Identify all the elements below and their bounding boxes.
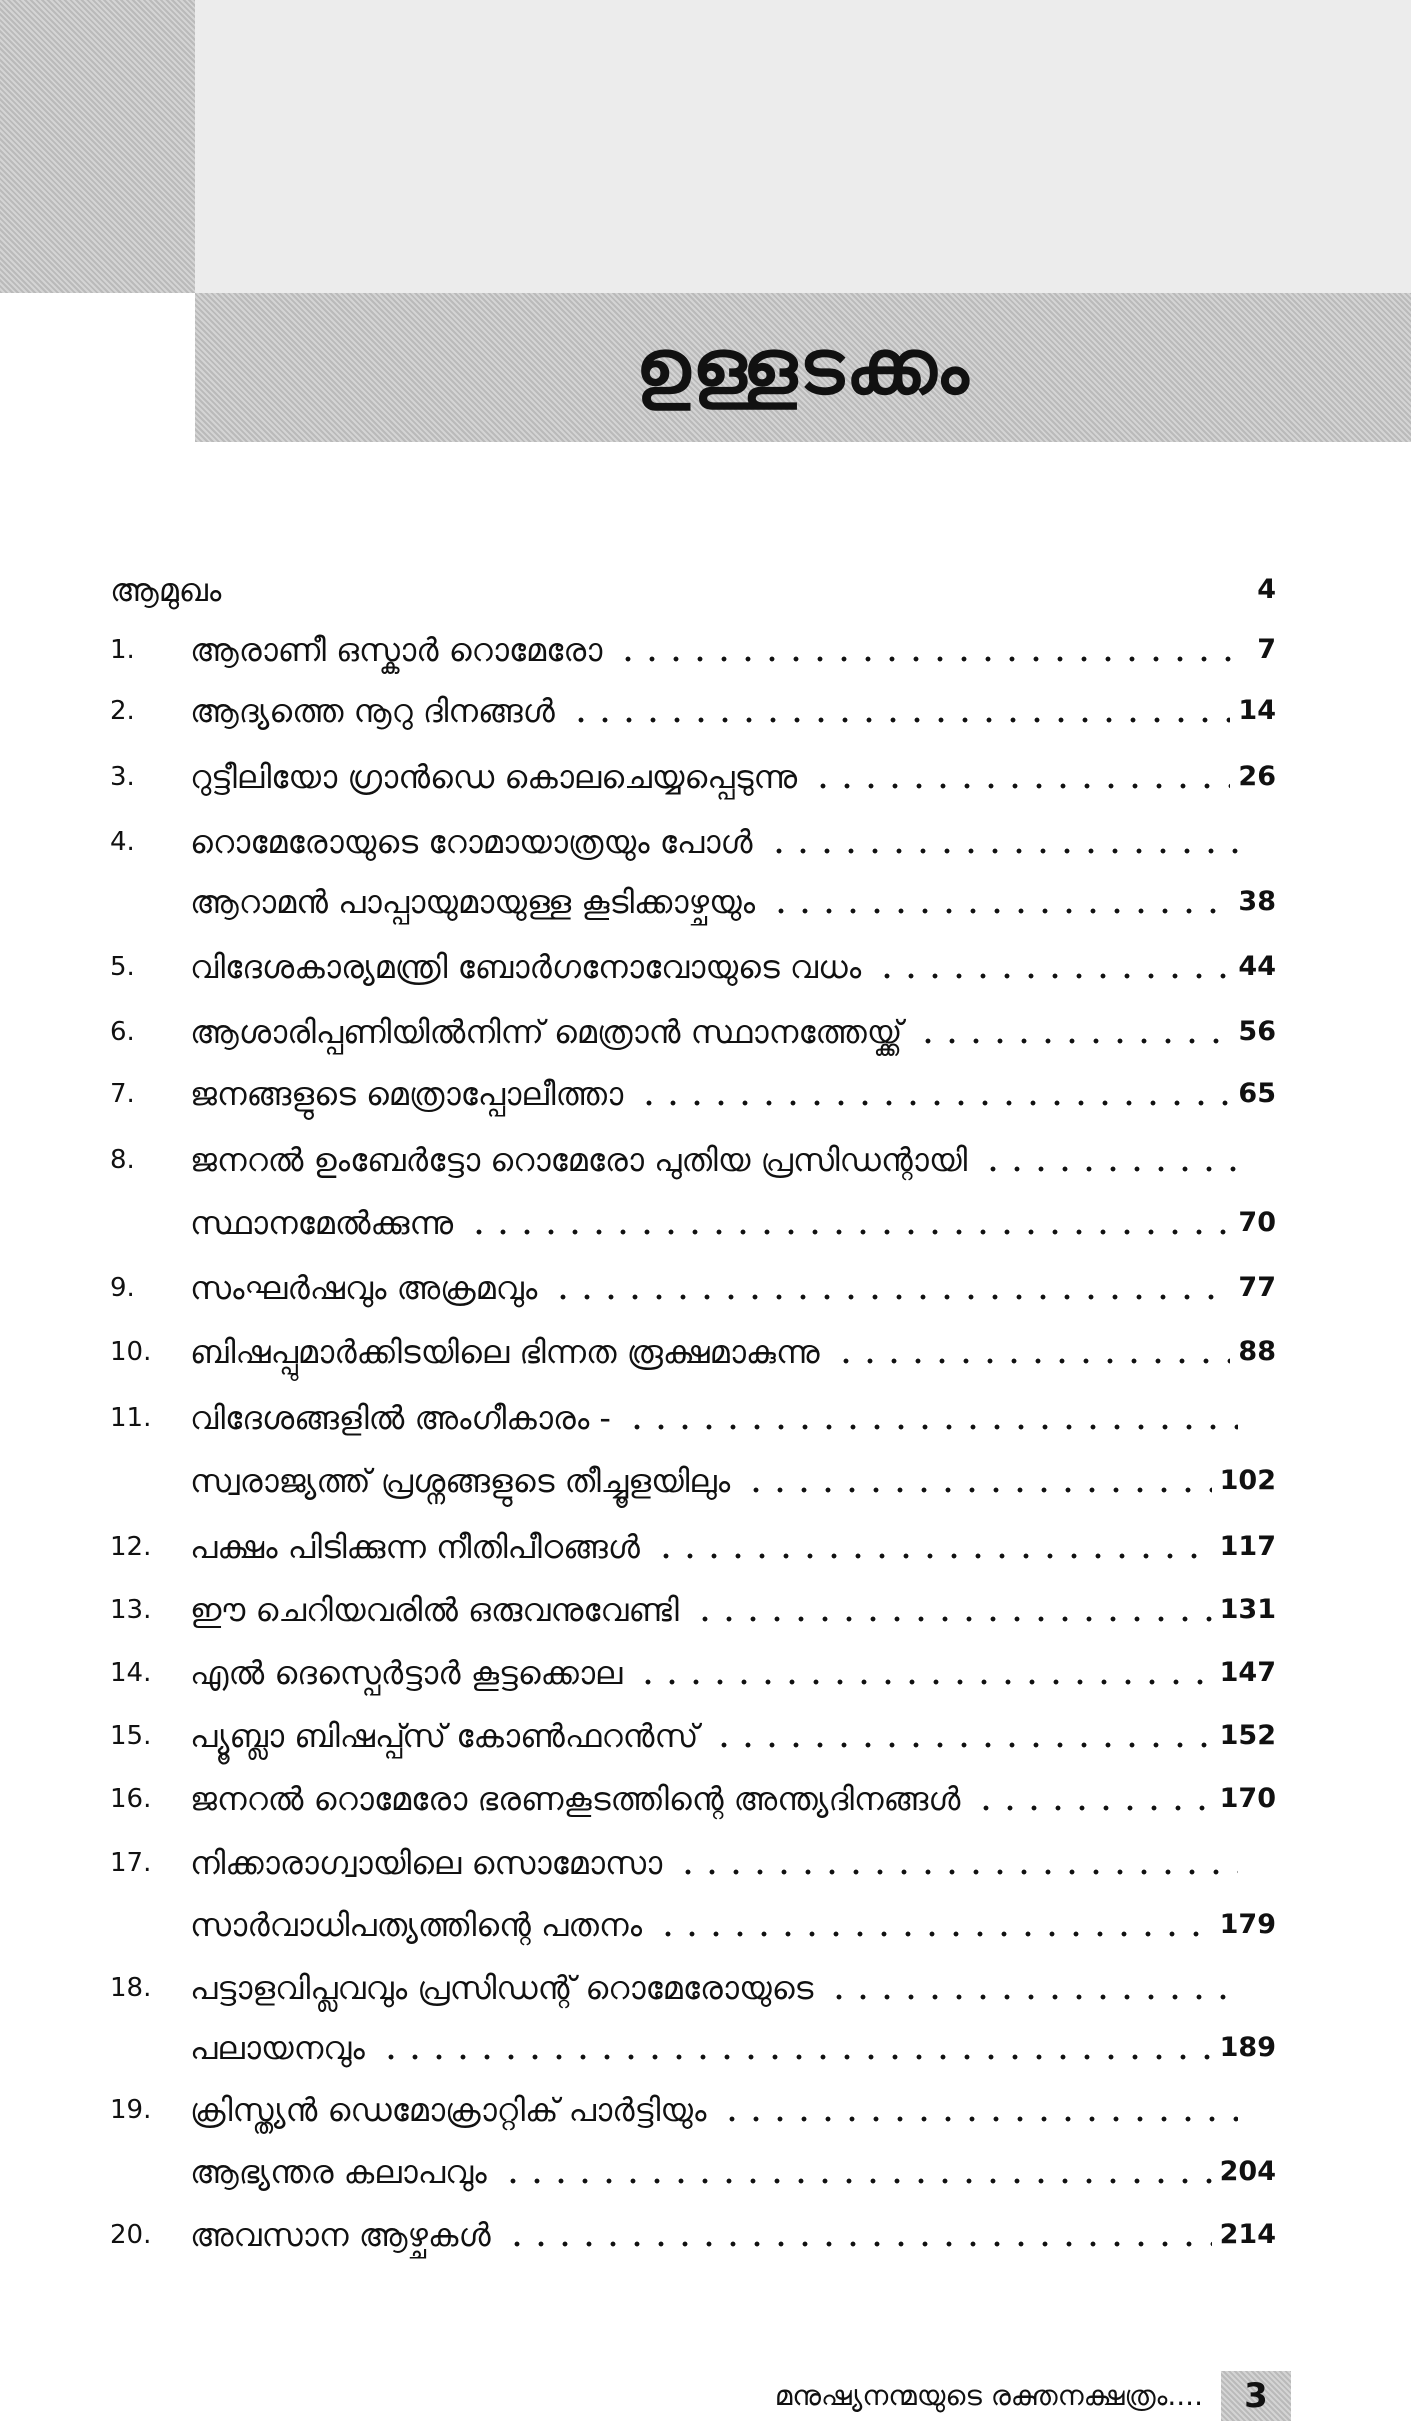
dot-leader [767, 848, 1238, 854]
toc-entry-number: 6. [110, 1017, 135, 1047]
toc-entry-number: 7. [110, 1079, 135, 1109]
toc-entry-title: വിദേശങ്ങളിൽ അംഗീകാരം - [190, 1399, 611, 1437]
toc-entry-line [110, 747, 1276, 799]
toc-entry-title: റൊമേരോയുടെ റോമായാത്രയും പോൾ [190, 823, 753, 861]
toc-entry-number: 2. [110, 696, 135, 726]
toc-entry-line [110, 2205, 1276, 2257]
dot-leader [505, 2241, 1212, 2247]
toc-entry-line [110, 1130, 1276, 1182]
dot-leader [974, 1805, 1211, 1811]
toc-entry-title: സ്വരാജ്യത്ത് പ്രശ്നങ്ങളുടെ തീച്ചൂളയിലും [190, 1462, 731, 1500]
toc-page-number: 117 [1219, 1531, 1276, 1562]
toc-entry-line [110, 2080, 1276, 2132]
dot-leader [827, 1994, 1238, 2000]
toc-entry-line [110, 1895, 1276, 1947]
toc-entry-title: ആഭ്യന്തര കലാപവും [190, 2153, 487, 2191]
toc-page-number: 7 [1257, 634, 1276, 665]
toc-entry-number: 10. [110, 1337, 152, 1367]
toc-entry-number: 9. [110, 1273, 135, 1303]
dot-leader [693, 1616, 1212, 1622]
toc-entry-number: 1. [110, 635, 135, 665]
toc-entry-title: അവസാന ആഴ്ചകൾ [190, 2216, 491, 2254]
toc-entry-title: ഈ ചെറിയവരിൽ ഒരുവനുവേണ്ടി [190, 1591, 679, 1629]
toc-entry-number: 5. [110, 952, 135, 982]
toc-entry-title: ബിഷപ്പുമാർക്കിടയിലെ ഭിന്നത രൂക്ഷമാകുന്നു [190, 1333, 820, 1371]
dot-leader [712, 1742, 1211, 1748]
toc-entry-number: 18. [110, 1973, 152, 2003]
toc-entry-title: നിക്കാരാഗ്വായിലെ സൊമോസാ [190, 1844, 663, 1882]
toc-page-number: 152 [1219, 1720, 1276, 1751]
toc-page-number: 56 [1238, 1016, 1276, 1047]
toc-page-number: 4 [1257, 574, 1276, 605]
dot-leader [467, 1229, 1230, 1235]
toc-entry-title: പലായനവും [190, 2029, 365, 2067]
toc-entry-number: 12. [110, 1532, 152, 1562]
toc-entry-title: സംഘർഷവും അക്രമവും [190, 1269, 538, 1307]
toc-entry-title: ജനറൽ ഉംബേർട്ടോ റൊമേരോ പുതിയ പ്രസിഡന്റായി [190, 1141, 968, 1179]
dot-leader [616, 656, 1238, 662]
toc-page-number: 65 [1238, 1078, 1276, 1109]
toc-entry-title: പക്ഷം പിടിക്കുന്ന നീതിപീഠങ്ങൾ [190, 1528, 640, 1566]
toc-entry-line [110, 1958, 1276, 2010]
toc-entry-number: 8. [110, 1145, 135, 1175]
page-title: ഉള്ളടക്കം [635, 322, 971, 411]
toc-entry-title: സ്ഥാനമേൽക്കുന്നു [190, 1204, 454, 1242]
toc-entry-title: ആരാണീ ഒസ്കാർ റൊമേരോ [190, 631, 603, 669]
dot-leader [916, 1038, 1230, 1044]
toc-entry-title: ആറാമൻ പാപ്പായുമായുള്ള കൂടിക്കാഴ്ചയും [190, 883, 756, 921]
toc-page-number: 147 [1219, 1657, 1276, 1688]
dot-leader [625, 1424, 1238, 1430]
toc-page-number: 14 [1238, 695, 1276, 726]
toc-entry-line [110, 681, 1276, 733]
toc-entry-line [110, 1064, 1276, 1116]
toc-page-number: 88 [1238, 1336, 1276, 1367]
dot-leader [551, 1294, 1230, 1300]
dot-leader [654, 1553, 1212, 1559]
toc-page-number: 131 [1219, 1594, 1276, 1625]
dot-leader [875, 973, 1230, 979]
toc-entry-line [110, 1388, 1276, 1440]
toc-entry-line [110, 620, 1276, 672]
toc-entry-title: ആദ്യത്തെ നൂറു ദിനങ്ങൾ [190, 692, 555, 730]
toc-entry-title: എൽ ദെസ്പെർട്ടാർ കൂട്ടക്കൊല [190, 1654, 623, 1692]
toc-page-number: 70 [1238, 1207, 1276, 1238]
toc-entry-line [110, 812, 1276, 864]
toc-entry-line [110, 1580, 1276, 1632]
page-number: 3 [1221, 2371, 1291, 2421]
toc-entry-title: പ്യൂബ്ലാ ബിഷപ്പ്സ് കോൺഫറൻസ് [190, 1717, 699, 1755]
toc-page-number: 102 [1219, 1465, 1276, 1496]
toc-page-number: 38 [1238, 886, 1276, 917]
toc-entry-line [110, 1833, 1276, 1885]
dot-leader [811, 783, 1230, 789]
toc-entry-number: 3. [110, 762, 135, 792]
toc-entry-number: 4. [110, 827, 135, 857]
toc-entry-title: ജനറൽ റൊമേരോ ഭരണകൂടത്തിന്റെ അന്ത്യദിനങ്ങൾ [190, 1780, 961, 1818]
toc-entry-title: വിദേശകാര്യമന്ത്രി ബോർഗനോവോയുടെ വധം [190, 948, 862, 986]
toc-entry-title: ക്രിസ്ത്യൻ ഡെമോക്രാറ്റിക് പാർട്ടിയും [190, 2091, 707, 2129]
dot-leader [636, 1679, 1211, 1685]
toc-entry-line [110, 1322, 1276, 1374]
toc-entry-number: 13. [110, 1595, 152, 1625]
toc-entry-line [110, 1258, 1276, 1310]
toc-page-number: 26 [1238, 761, 1276, 792]
toc-entry-title: പട്ടാളവിപ്ലവവും പ്രസിഡന്റ് റൊമേരോയുടെ [190, 1969, 814, 2007]
dot-leader [637, 1100, 1230, 1106]
toc-entry-line [110, 1643, 1276, 1695]
toc-page-number: 170 [1219, 1783, 1276, 1814]
dot-leader [569, 717, 1231, 723]
toc-page-number: 189 [1219, 2032, 1276, 2063]
toc-entry-line [110, 1706, 1276, 1758]
toc-entry-title: റുട്ടീലിയോ ഗ്രാൻഡെ കൊലചെയ്യപ്പെടുന്നു [190, 758, 798, 796]
toc-entry-line [110, 872, 1276, 924]
dot-leader [379, 2054, 1212, 2060]
toc-entry-line [110, 1193, 1276, 1245]
toc-page-number: 77 [1238, 1272, 1276, 1303]
toc-entry-number: 16. [110, 1784, 152, 1814]
toc-entry-title: ആശാരിപ്പണിയിൽനിന്ന് മെത്രാൻ സ്ഥാനത്തേയ്ക്ക് [190, 1013, 903, 1051]
toc-entry-line [110, 937, 1276, 989]
dot-leader [981, 1166, 1238, 1172]
dot-leader [744, 1487, 1211, 1493]
toc-entry-title: ജനങ്ങളുടെ മെത്രാപ്പോലീത്താ [190, 1075, 624, 1113]
toc-entry-line [110, 1451, 1276, 1503]
dot-leader [676, 1869, 1238, 1875]
dot-leader [834, 1358, 1231, 1364]
running-footer-title: മനുഷ്യനന്മയുടെ രക്തനക്ഷത്രം.... [774, 2379, 1203, 2412]
toc-entry-line [110, 1517, 1276, 1569]
toc-intro-title: ആമുഖം [110, 571, 222, 609]
dot-leader [720, 2116, 1238, 2122]
toc-entry-number: 17. [110, 1848, 152, 1878]
toc-entry-number: 14. [110, 1658, 152, 1688]
toc-page-number: 44 [1238, 951, 1276, 982]
toc-page-number: 214 [1219, 2219, 1276, 2250]
toc-intro-row [110, 560, 1276, 612]
toc-entry-number: 20. [110, 2220, 152, 2250]
toc-entry-line [110, 2018, 1276, 2070]
toc-entry-number: 19. [110, 2095, 152, 2125]
toc-page-number: 204 [1219, 2156, 1276, 2187]
toc-entry-number: 15. [110, 1721, 152, 1751]
dot-leader [501, 2178, 1212, 2184]
toc-entry-line [110, 1769, 1276, 1821]
toc-entry-number: 11. [110, 1403, 152, 1433]
dot-leader [769, 908, 1230, 914]
toc-entry-line [110, 1002, 1276, 1054]
page-footer [775, 2370, 1291, 2422]
dot-leader [656, 1931, 1212, 1937]
toc-entry-title: സാർവാധിപത്യത്തിന്റെ പതനം [190, 1906, 643, 1944]
toc-entry-line [110, 2142, 1276, 2194]
toc-page-number: 179 [1219, 1909, 1276, 1940]
